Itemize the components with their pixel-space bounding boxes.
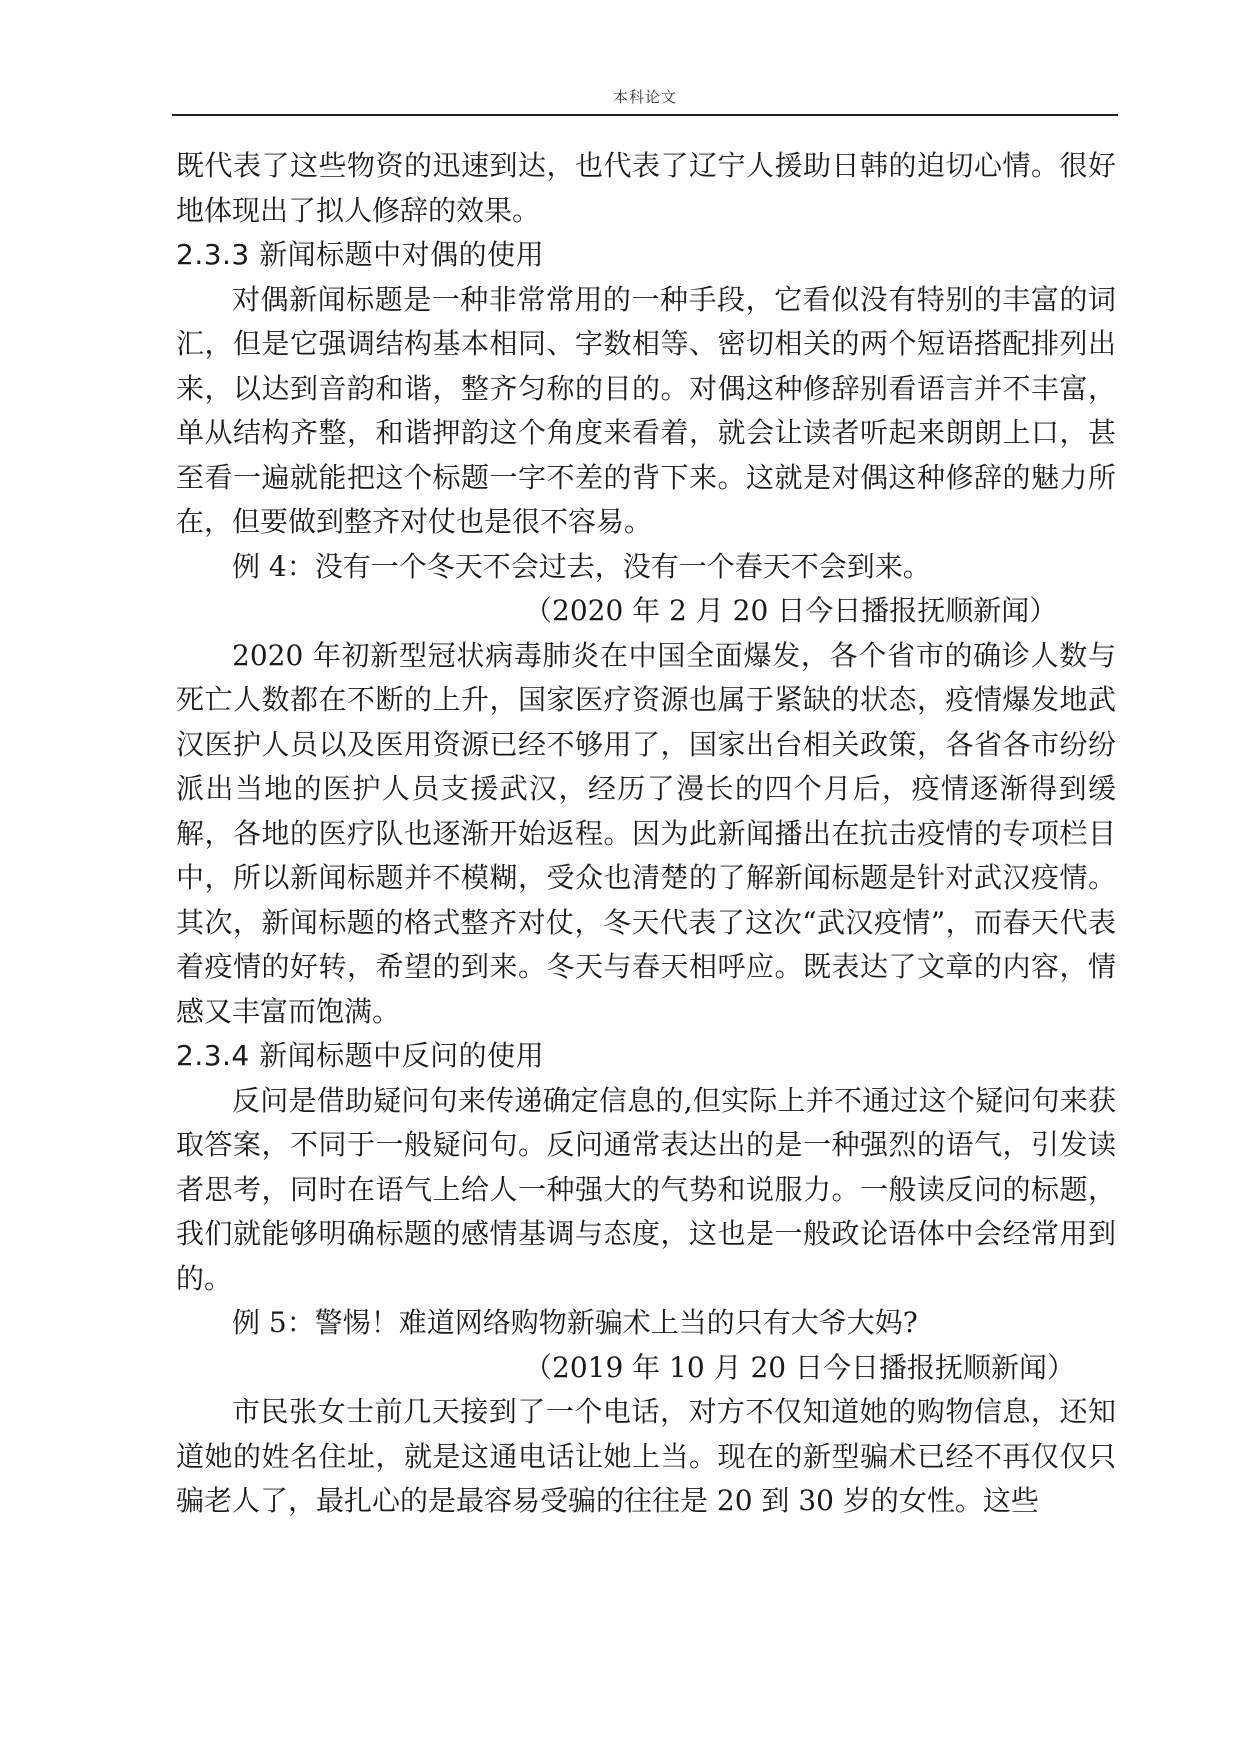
paragraph-antithesis-intro: 对偶新闻标题是一种非常常用的一种手段，它看似没有特别的丰富的词汇，但是它强调结构基本相同、字数相等、密切相关的两个短语搭配排列出来，以达到音韵和谐，整齐匀称的目的。对偶这种修辞别看语言并不丰富，单从结构齐整，和谐押韵这个角度来看着，就会让读者听起来朗朗上口，甚至看一遍就能把这个标题一字不差的背下来。这就是对偶这种修辞的魅力所在，但要做到整齐对仗也是很不容易。: [176, 282, 1116, 538]
page-header-title: 本科论文: [612, 88, 677, 106]
section-heading-2-3-3: 2.3.3 新闻标题中对偶的使用: [176, 238, 545, 271]
document-body: [176, 144, 1116, 1524]
example-5-source: （2019 年 10 月 20 日今日播报抚顺新闻）: [524, 1350, 1076, 1384]
paragraph-example-5-analysis: 市民张女士前几天接到了一个电话，对方不仅知道她的购物信息，还知道她的姓名住址，就是这通电话让她上当。现在的新型骗术已经不再仅仅只骗老人了，最扎心的是最容易受骗的往往是 20 到 30 岁的女性。这些: [176, 1395, 1116, 1517]
header-divider: [172, 114, 1118, 116]
section-heading-2-3-4: 2.3.4 新闻标题中反问的使用: [176, 1039, 545, 1072]
example-4-source: （2020 年 2 月 20 日今日播报抚顺新闻）: [524, 594, 1058, 627]
example-4: 例 4：没有一个冬天不会过去，没有一个春天不会到来。: [232, 549, 931, 583]
example-5: 例 5：警惕！难道网络购物新骗术上当的只有大爷大妈?: [232, 1306, 918, 1339]
paragraph-example-4-analysis: 2020 年初新型冠状病毒肺炎在中国全面爆发，各个省市的确诊人数与死亡人数都在不断的上升，国家医疗资源也属于紧缺的状态，疫情爆发地武汉医护人员以及医用资源已经不够用了，国家出台相关政策，各省各市纷纷派出当地的医护人员支援武汉，经历了漫长的四个月后，疫情逐渐得到缓解，各地的医疗队也逐渐开始返程。因为此新闻播出在抗击疫情的专项栏目中，所以新闻标题并不模糊，受众也清楚的了解新闻标题是针对武汉疫情。其次，新闻标题的格式整齐对仗，冬天代表了这次“武汉疫情”，而春天代表着疫情的好转，希望的到来。冬天与春天相呼应。既表达了文章的内容，情感又丰富而饱满。: [176, 638, 1116, 1028]
paragraph-rhetorical-question-intro: 反问是借助疑问句来传递确定信息的,但实际上并不通过这个疑问句来获取答案，不同于一般疑问句。反问通常表达出的是一种强烈的语气，引发读者思考，同时在语气上给人一种强大的气势和说服力。一般读反问的标题，我们就能够明确标题的感情基调与态度，这也是一般政论语体中会经常用到的。: [176, 1083, 1116, 1295]
paragraph-continuation: 既代表了这些物资的迅速到达，也代表了辽宁人援助日韩的迫切心情。很好地体现出了拟人修辞的效果。: [176, 149, 1116, 227]
